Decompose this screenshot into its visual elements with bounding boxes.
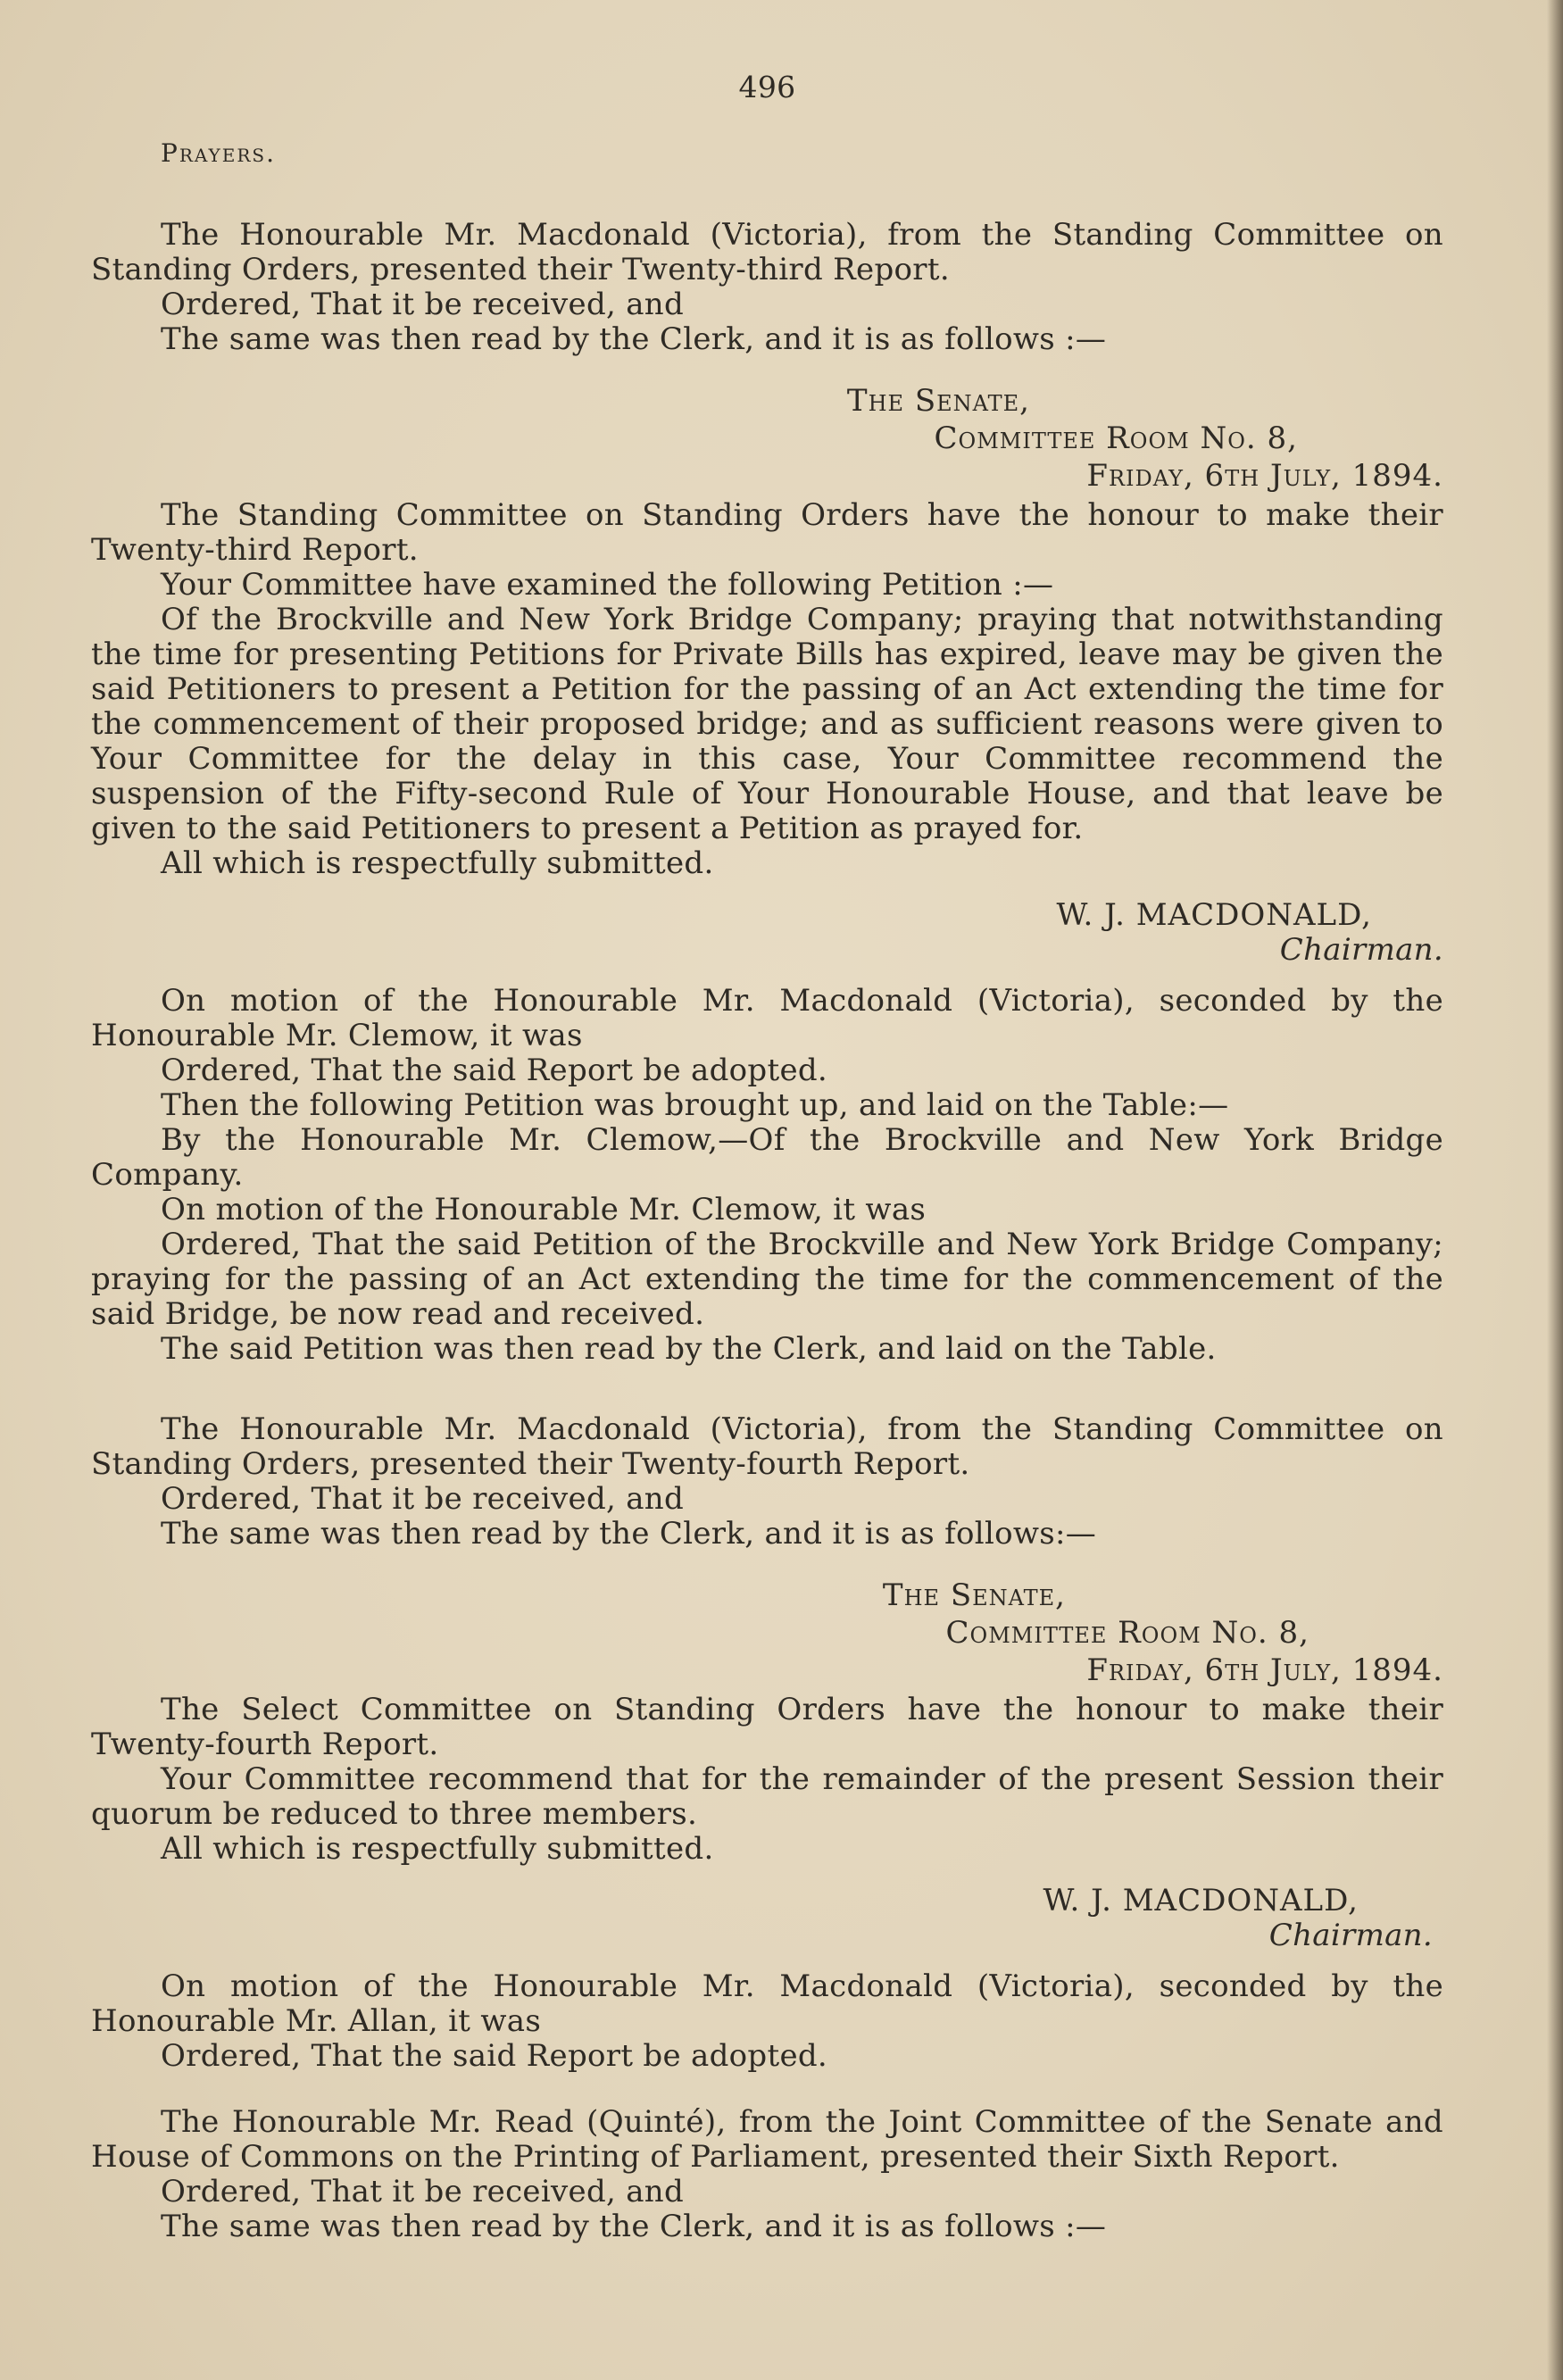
paragraph: Ordered, That it be received, and [161,287,685,322]
paragraph: By the Honourable Mr. Clemow,—Of the Brockville and New York Bridge Company. [91,1122,1443,1193]
section2-motion [91,1969,1443,2074]
paragraph: The same was then read by the Clerk, and it is as follows:— [161,1516,1097,1552]
address-line: Committee Room No. 8, [934,420,1298,456]
page-edge-shadow [1547,0,1563,2380]
address-line: The Senate, [846,383,1030,419]
paragraph: Ordered, That the said Petition of the Brockville and New York Bridge Company; praying for the passing of an Act extending the time for the commencement of the said Bridge, be now read and received. [91,1227,1443,1332]
paragraph: The said Petition was then read by the Clerk, and laid on the Table. [161,1331,1217,1367]
paragraph: All which is respectfully submitted. [161,845,714,881]
section2-intro [91,1412,1443,1552]
section1-address [91,384,1443,494]
paragraph: Ordered, That it be received, and [161,1481,685,1517]
paragraph: The Honourable Mr. Read (Quinté), from the Joint Committee of the Senate and House of Commons on the Printing of Parliament, presented their Sixth Report. [91,2104,1443,2175]
section1-report [91,498,1443,881]
paragraph: The same was then read by the Clerk, and it is as follows :— [161,2209,1107,2244]
paragraph: The Honourable Mr. Macdonald (Victoria), from the Standing Committee on Standing Orders, presented their Twenty-fourth Report. [91,1411,1443,1482]
page-number: 496 [738,70,796,104]
paragraph: All which is respectfully submitted. [161,1831,714,1867]
section2-signature [91,1884,1443,1953]
address-line: The Senate, [882,1577,1066,1613]
paragraph: Of the Brockville and New York Bridge Company; praying that notwithstanding the time for presenting Petitions for Private Bills has expired, leave may be given the said Petitioners to present a Petition for the passing of an Act extending the time for the commencement of their proposed bridge; and as sufficient reasons were given to Your Committee for the delay in this case, Your Committee recommend the suspension of the Fifty-second Rule of Your Honourable House, and that leave be given to the said Petitioners to present a Petition as prayed for. [91,602,1443,846]
section2-address [91,1578,1443,1688]
paragraph: The Honourable Mr. Macdonald (Victoria), from the Standing Committee on Standing Orders, presented their Twenty-third Report. [91,217,1443,287]
address-line: Committee Room No. 8, [945,1615,1309,1651]
signature-name: W. J. MACDONALD, [1043,1883,1359,1918]
section1-intro [91,218,1443,357]
paragraph: Your Committee have examined the following Petition :— [161,567,1054,603]
section-heading: Prayers. [161,138,276,168]
section1-motion [91,984,1443,1367]
paragraph: The same was then read by the Clerk, and it is as follows :— [161,321,1107,357]
paragraph: The Standing Committee on Standing Orders have the honour to make their Twenty-third Report. [91,497,1443,568]
signature-name: W. J. MACDONALD, [1056,897,1372,933]
section1-signature [91,898,1443,968]
paragraph: Ordered, That it be received, and [161,2174,685,2209]
paragraph: Ordered, That the said Report be adopted. [161,2038,828,2074]
paragraph: On motion of the Honourable Mr. Macdonald (Victoria), seconded by the Honourable Mr. Clemow, it was [91,983,1443,1053]
address-date: Friday, 6th July, 1894. [1086,458,1443,494]
address-date: Friday, 6th July, 1894. [1086,1652,1443,1688]
paragraph: Your Committee recommend that for the remainder of the present Session their quorum be reduced to three members. [91,1761,1443,1832]
paragraph: On motion of the Honourable Mr. Macdonald (Victoria), seconded by the Honourable Mr. Allan, it was [91,1968,1443,2039]
paragraph: Then the following Petition was brought up, and laid on the Table:— [161,1087,1229,1123]
paragraph: The Select Committee on Standing Orders have the honour to make their Twenty-fourth Report. [91,1692,1443,1762]
paragraph: Ordered, That the said Report be adopted. [161,1053,828,1088]
signature-title: Chairman. [1279,932,1443,968]
signature-title: Chairman. [1268,1918,1433,1953]
section3-intro [91,2105,1443,2244]
section2-report [91,1693,1443,1867]
paragraph: On motion of the Honourable Mr. Clemow, it was [161,1192,927,1227]
